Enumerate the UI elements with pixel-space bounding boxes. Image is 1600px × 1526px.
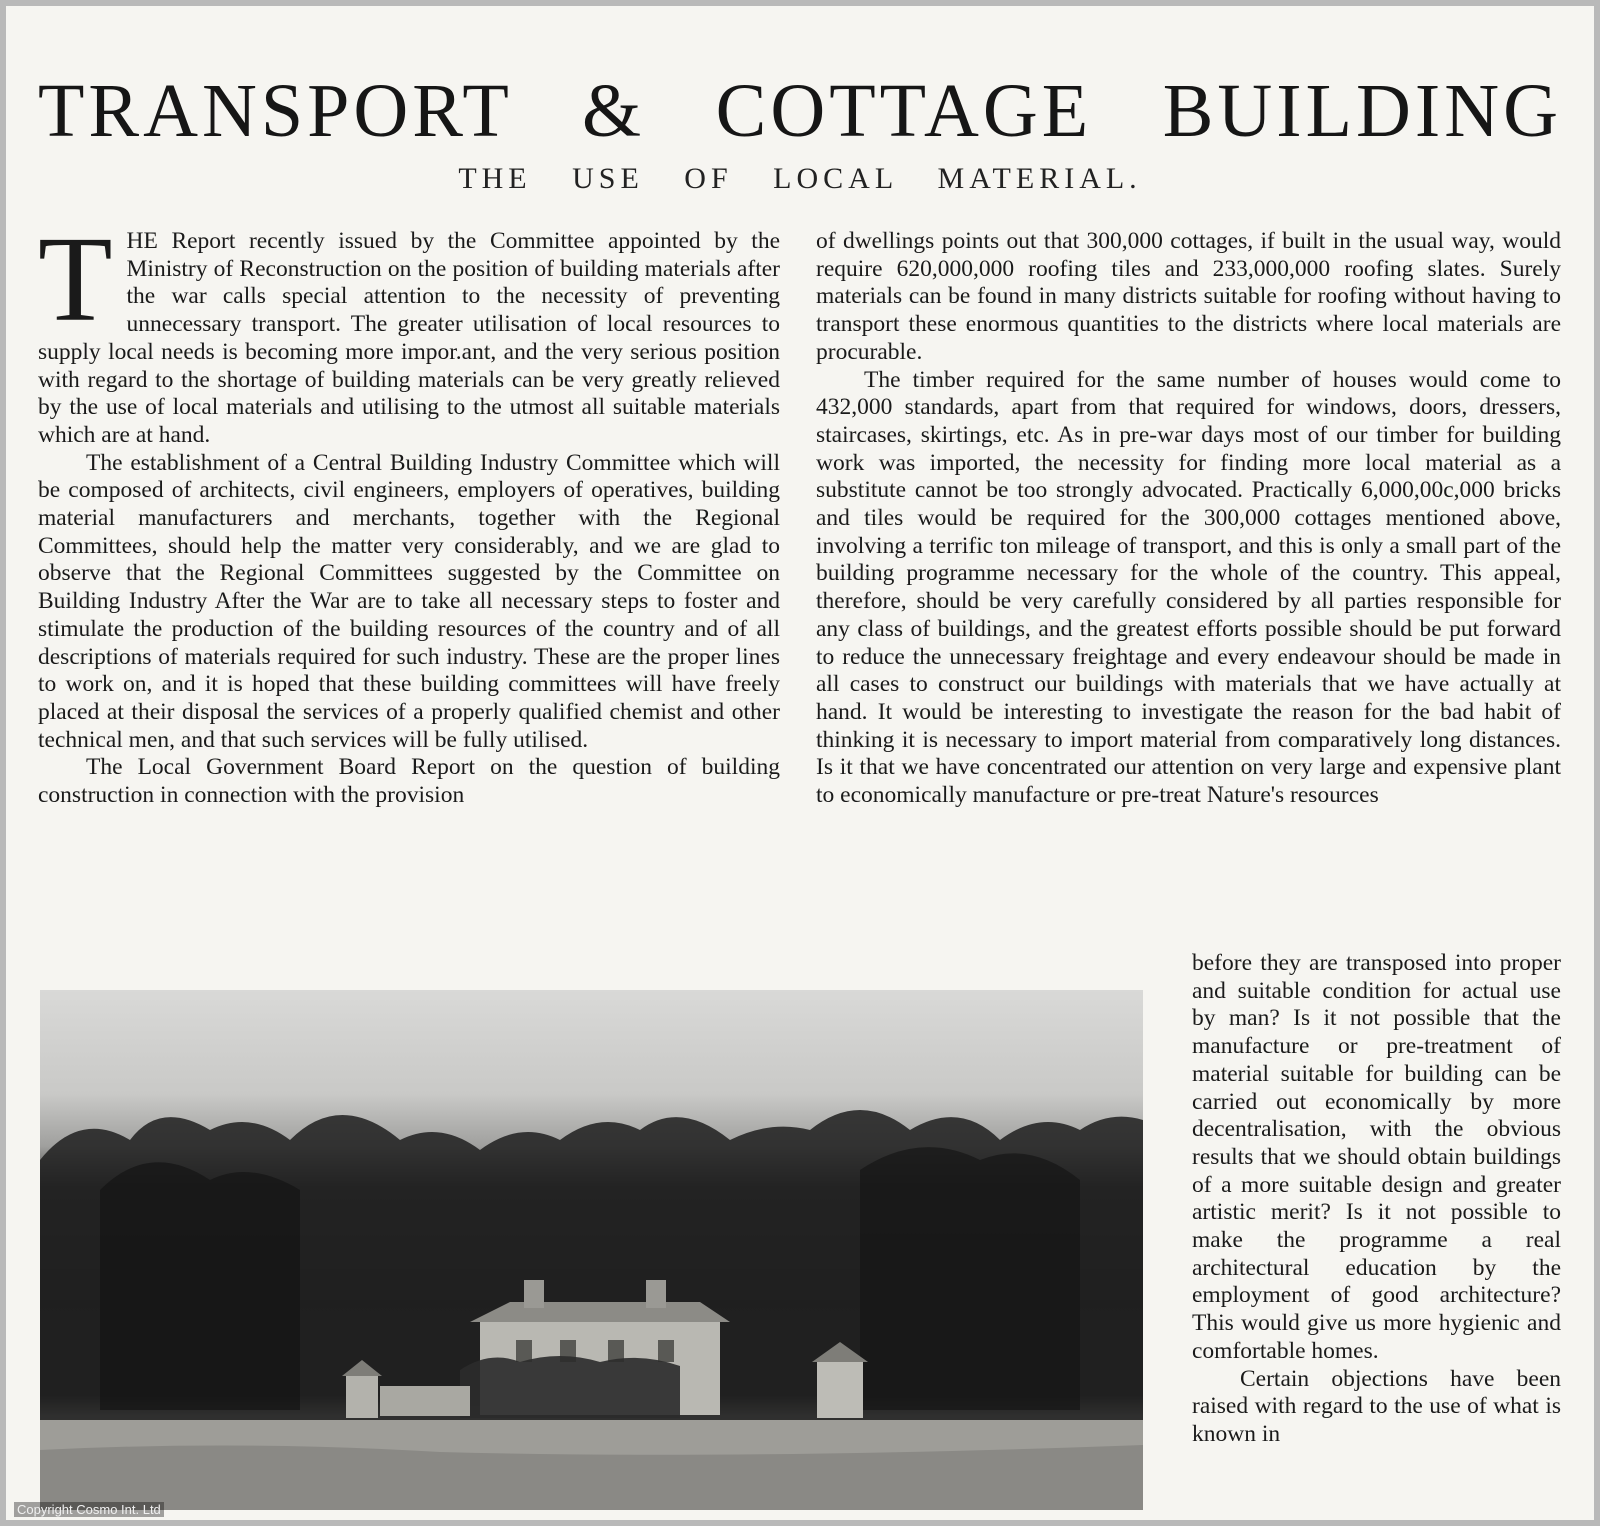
drop-cap: T — [38, 212, 113, 347]
paragraph: Certain objections have been raised with regard to the use of what is known in — [1192, 1365, 1561, 1447]
left-column — [38, 212, 780, 810]
paragraph: The establishment of a Central Building Industry Committee which will be composed of architects, civil engineers, employers of operatives, building material manufacturers and merchants, together with the Regional Committees, should help the matter very considerably, and we are glad to observe that the Regional Committees suggested by the Committee on Building Industry After the War are to take all necessary steps to foster and stimulate the production of the building resources of the country and of all descriptions of materials required for such industry. These are the proper lines to work on, and it is hoped that these building committees will have freely placed at their disposal the services of a properly qualified chemist and other technical men, and that such services will be fully utilised. — [38, 449, 780, 753]
article-title: TRANSPORT & COTTAGE BUILDING — [38, 69, 1562, 153]
copyright-watermark: Copyright Cosmo Int. Ltd — [14, 1502, 164, 1517]
country-house-photograph — [40, 990, 1143, 1510]
right-column — [816, 228, 1561, 810]
magazine-page — [6, 6, 1594, 1520]
paragraph: The Local Government Board Report on the question of building construction in connection with the provision — [38, 754, 780, 809]
paragraph: before they are transposed into proper and suitable condition for actual use by man? Is it not possible that the manufacture or pre-treatment of material suitable for building can be carried out economically by more decentralisation, with the obvious results that we should obtain buildings of a more suitable design and greater artistic merit? Is it not possible to make the programme a real architectural education by the employment of good architecture? This would give us more hygienic and comfortable homes. — [1192, 950, 1561, 1364]
paragraph: HE Report recently issued by the Committee appointed by the Ministry of Reconstruction on the position of building materials after the war calls special attention to the necessity of preventing unnecessary transport. The greater utilisation of local resources to supply local needs is becoming more impor.ant, and the very serious position with regard to the shortage of building materials can be very greatly relieved by the use of local materials and utilising to the utmost all suitable materials which are at hand. — [38, 228, 780, 448]
house-illustration — [40, 990, 1143, 1510]
article-subtitle: THE USE OF LOCAL MATERIAL. — [458, 162, 1142, 195]
paragraph: of dwellings points out that 300,000 cottages, if built in the usual way, would require 620,000,000 roofing tiles and 233,000,000 roofing slates. Surely materials can be found in many districts suitable for roofing without having to transport these enormous quantities to the districts where local materials are procurable. — [816, 228, 1561, 365]
narrow-column — [1192, 950, 1561, 1520]
paragraph: The timber required for the same number of houses would come to 432,000 standards, apart from that required for windows, doors, dressers, staircases, skirtings, etc. As in pre-war days most of our timber for building work was imported, the necessity for finding more local material as a substitute cannot be too strongly advocated. Practically 6,000,00c,000 bricks and tiles would be required for the 300,000 cottages mentioned above, involving a terrific ton mileage of transport, and this is only a small part of the building programme necessary for the whole of the country. This appeal, therefore, should be very carefully considered by all parties responsible for any class of buildings, and the greatest efforts possible should be put forward to reduce the unnecessary freightage and every endeavour should be made in all cases to construct our buildings with materials that we have actually at hand. It would be interesting to investigate the reason for the bad habit of thinking it is necessary to import material from comparatively long distances. Is it that we have concentrated our attention on very large and expensive plant to economically manufacture or pre-treat Nature's resources — [816, 366, 1561, 809]
